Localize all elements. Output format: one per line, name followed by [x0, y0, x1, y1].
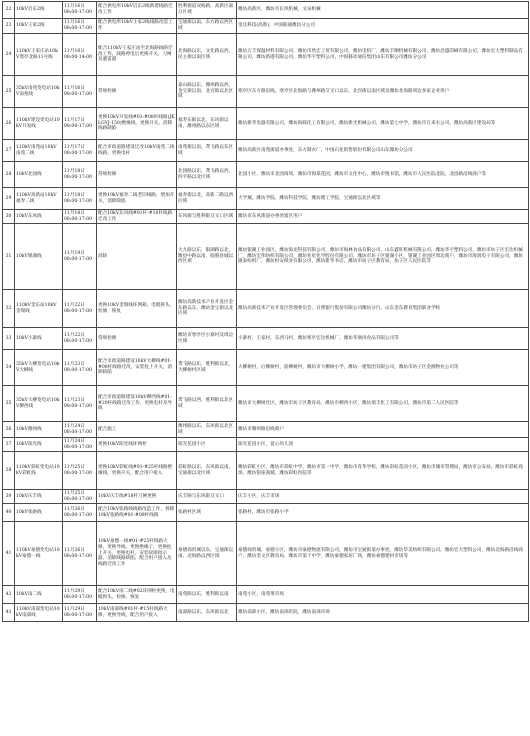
table-row [3, 188, 529, 210]
outage-area: 泰山路以东，潍州路以西，金宝街以南，北宫街以北区域 [177, 76, 237, 108]
outage-time: 08:00-17:00 [64, 308, 93, 314]
work-content: 配合施工 [97, 422, 177, 438]
work-content: 10kV豪德一线#01-#25杆线路大修，更换导线，更换绝缘子，更换柱上开关，更换电杆，安装故障指示器，消除线路缺陷，配合用户接入及线路迁改工作 [97, 522, 177, 586]
affected-users: 小寨村，王家村，东西马村，潍坊寒亭宏达机械厂，潍坊华康肉食品有限公司等 [237, 328, 529, 350]
outage-area: 鸢飞路以西，胜利街以北区域 [177, 386, 237, 422]
outage-time: 08:00-17:00 [64, 553, 93, 559]
row-number: 41 [3, 522, 15, 586]
outage-time: 08:00-17:00 [64, 496, 93, 502]
outage-date: 11月26日 [64, 506, 85, 512]
line-name: 10kV南二线 [15, 586, 63, 604]
outage-area: 宝通街以南，东方路以西区域 [177, 19, 237, 34]
outage-date-time [63, 586, 97, 604]
row-number: 39 [3, 490, 15, 504]
affected-users: 大柳树村，后柳树村，前柳树村，潍坊市大柳树小学，潍坊一建集团有限公司，潍坊市坊子区金源物业公司等 [237, 350, 529, 386]
line-name: 110kV金东站10kV金瑞线 [15, 290, 63, 328]
table-row [3, 290, 529, 328]
table-body [3, 2, 529, 622]
line-name: 10kV王家2线 [15, 19, 63, 34]
affected-users: 庆丰小区，庆丰市场 [237, 490, 529, 504]
outage-date: 11月23日 [64, 361, 85, 367]
outage-date: 11月25日 [64, 464, 85, 470]
outage-time: 08:00-17:00 [64, 444, 93, 450]
work-content: 配合10kV东风线#01杆-#16杆线路迁改工作 [97, 210, 177, 224]
outage-time: 08:00-17:00 [64, 123, 93, 129]
line-name: 110kV南苑站10kV南苑二线 [15, 140, 63, 162]
affected-users: 潍坊银湖工业园区，潍坊海龙科技有限公司，潍坊市海林食品有限公司，山东鑫旺机械有限公司，潍坊华宇塑料公司，潍坊市坊子区宏达机械厂，潍坊宏伟纺织有限公司，潍坊亚星化学股份有限公司，潍坊市坊子区银湖小区，银湖工业园区周边商户，潍坊市海润电子有限公司，潍坊隆泰纺织厂，潍坊恒安纸业有限公司，潍坊新华书店，潍坊市坊子区教育局，坊子区人民医院等 [237, 224, 529, 290]
outage-area: 庆丰路与东风街交叉口 [177, 490, 237, 504]
outage-time: 08:00-17:00 [64, 403, 93, 409]
affected-users: 南苑小区，南苑菜市场 [237, 586, 529, 604]
table-row [3, 162, 529, 188]
outage-area: 东风街与胜利街交叉口区域 [177, 210, 237, 224]
table-row [3, 438, 529, 452]
affected-users: 潍坊新华电器有限公司，潍坊海联化工有限公司，潍坊新光机械公司，潍坊第七中学，潍坊市自来水公司，潍坊高新区建设局等 [237, 108, 529, 140]
outage-time: 08:00-14:00 [64, 54, 93, 60]
work-content: 更换10kV彩虹线#01-#25杆线路绝缘线，更换开关，配合用户接入 [97, 452, 177, 490]
line-name: 10kV北园线 [15, 162, 63, 188]
outage-date: 11月18日 [64, 168, 85, 174]
outage-date-time [63, 522, 97, 586]
line-name: 110kV建设变电站10kV开发线 [15, 108, 63, 140]
affected-users: 潍坊市大柳树社区，潍坊市坊子区教育局，潍坊市柳西小区，潍坊瑞丰化工有限公司，潍坊市第二人民医院等 [237, 386, 529, 422]
line-name: 110kV彩虹变电站10kV彩虹线 [15, 452, 63, 490]
line-name: 110kV豪德变电站10kV豪德一线 [15, 522, 63, 586]
row-number: 26 [3, 108, 15, 140]
affected-users: 潍坊南部小区，潍坊南部医院，潍坊南部市场 [237, 604, 529, 622]
affected-users: 潍坊市东风街道办事处辖区用户 [237, 210, 529, 224]
outage-date: 11月16日 [64, 48, 85, 54]
affected-users: 金达科技(高新)，中国联通潍坊分公司 [237, 19, 529, 34]
work-content: 更换10kV金瑞线环网箱，电缆拆头，检修，恢复 [97, 290, 177, 328]
table-row [3, 224, 529, 290]
row-number: 42 [3, 586, 15, 604]
affected-users: 潍坊万丰保温材料有限公司，潍坊市欣宏工贸有限公司，潍坊电机厂，潍坊丰顺机械有限公司，潍坊昌盛印刷有限公司，潍坊宏大塑料制品有限公司，潍坊新港有限公司，潍坊华宇塑料公司，中国移动通信集团山东有限公司潍坊分公司 [237, 34, 529, 76]
outage-date-time [63, 19, 97, 34]
line-name: 10kV银湖线 [15, 224, 63, 290]
line-name: 35kV大柳变电站10kV大柳线 [15, 350, 63, 386]
table-row [3, 2, 529, 19]
outage-time: 08:00-17:00 [64, 470, 93, 476]
table-row [3, 34, 529, 76]
outage-date-time [63, 34, 97, 76]
outage-area: 南部路以东，东风街以北 [177, 604, 237, 622]
table-row [3, 452, 529, 490]
outage-area: 南苑路以东，胜利街以南 [177, 586, 237, 604]
table-row [3, 490, 529, 504]
affected-users: 大学城，潍坊学院，潍坊科技学院，潍坊理工学院，宝通街以北区域等 [237, 188, 529, 210]
line-name: 10kV启东2线 [15, 2, 63, 19]
affected-users: 豪德商贸城，豪德小区，潍坊市豪德物流有限公司，潍坊市宝通街道办事处，潍坊华美纺织有限公司，潍坊宏大塑料公司，潍坊北海路沿线商户，潍坊奎文区教育局，潍坊市第十中学，潍坊豪德家居广场，潍坊豪德建材市场等 [237, 522, 529, 586]
line-name: 10kV庆丰线 [15, 490, 63, 504]
row-number: 23 [3, 19, 15, 34]
row-number: 34 [3, 350, 15, 386]
work-content: 配合供电所10kV王家2线线路改造工作 [97, 19, 177, 34]
outage-time: 08:00-17:00 [64, 338, 93, 344]
outage-date-time [63, 422, 97, 438]
row-number: 30 [3, 210, 15, 224]
work-content: 10kV庆丰线#18杆刀闸更换 [97, 490, 177, 504]
affected-users: 寒亭区东方路沿线，寒亭区北海路与潍州路交叉口以东，北宫街以南区域及潍坊北海路周边多家企业用户 [237, 76, 529, 108]
outage-area: 鸢飞路以东，胜利街以北，大柳树村区域 [177, 350, 237, 386]
outage-area: 福寿街以北，高新二路以西区域 [177, 188, 237, 210]
outage-date: 11月25日 [64, 490, 85, 496]
row-number: 27 [3, 140, 15, 162]
outage-time: 08:00-17:00 [64, 256, 93, 262]
table-row [3, 386, 529, 422]
outage-area: 胜利街道双杨路，高新区部分区域 [177, 2, 237, 19]
work-content: 10kV南部线#01杆-#15杆线路大修，更换导线，配合用户接入 [97, 604, 177, 622]
work-content: 配合市政道路建设10kV柳西线#01-#20杆线路迁改工作，更换电杆及导线 [97, 386, 177, 422]
outage-area: 北海路以东，文化路以西，民主街以南区域 [177, 34, 237, 76]
row-number: 40 [3, 504, 15, 522]
outage-date-time [63, 504, 97, 522]
row-number: 33 [3, 328, 15, 350]
work-content: 消缺 [97, 224, 177, 290]
line-name: 110kV王家庄站10kV寒亭北路11号线 [15, 34, 63, 76]
affected-users: 潍坊高新技术产业开发区管理委员会，日照银行股份有限公司潍坊分行，山东金东教育集团职业学校 [237, 290, 529, 328]
outage-date: 11月29日 [64, 606, 85, 612]
affected-users: 潍坊高新区南苑街道办事处，东方制衣厂，中国石化销售股份有限公司山东潍坊分公司 [237, 140, 529, 162]
outage-date-time [63, 604, 97, 622]
outage-area: 潍坊高新技术产业开发区金东路以东，潍坊金宝街以北区域 [177, 290, 237, 328]
outage-time: 08:00-17:00 [64, 367, 93, 373]
outage-date: 11月18日 [64, 192, 85, 198]
outage-area: 大九路以东，银湖路以北，潍县中路以南，临朐县城以西区域 [177, 224, 237, 290]
outage-date-time [63, 386, 97, 422]
outage-date-time [63, 224, 97, 290]
outage-date-time [63, 438, 97, 452]
outage-date: 11月24日 [64, 438, 85, 444]
line-name: 10kV阳光线 [15, 438, 63, 452]
affected-users: 潍坊彩虹小区，潍坊市彩虹中学，潍坊市第一中学，潍坊市育华学校，潍坊彩虹花园小区，潍坊市城市管理局，潍坊市公安局，潍坊市彩虹商场，潍坊银座商城，潍坊彩虹医院等 [237, 452, 529, 490]
outage-area: 南苑街以南，鸢飞路以东区域 [177, 140, 237, 162]
outage-date: 11月16日 [64, 85, 85, 91]
outage-time: 08:00-17:00 [64, 26, 93, 31]
outage-time: 08:00-17:00 [64, 150, 93, 156]
outage-time: 08:00-17:00 [64, 10, 93, 15]
outage-date: 11月17日 [64, 144, 85, 150]
outage-area: 阳光花园小区 [177, 438, 237, 452]
outage-area: 张路村区域 [177, 504, 237, 522]
affected-users: 张路村，潍坊市张路小学 [237, 504, 529, 522]
row-number: 31 [3, 224, 15, 290]
work-content: 配合市政道路建设迁改10kV南苑二线线路，更换电杆 [97, 140, 177, 162]
line-name: 35kV南苑变电站10kV南苑线 [15, 76, 63, 108]
outage-time: 08:00-17:00 [64, 512, 93, 518]
line-name: 10kV张路线 [15, 504, 63, 522]
work-content: 更换10kV阳光线环网柜 [97, 438, 177, 452]
work-content: 配合110kV王家庄站至北海路线路迁改工作，线路停电后更换开关、刀闸及避雷器 [97, 34, 177, 76]
outage-date: 11月19日 [64, 250, 85, 256]
table-row [3, 328, 529, 350]
work-content: 配合10kV张路线线路改造工作，拆除10kV张路线#01-#08杆线路 [97, 504, 177, 522]
outage-date-time [63, 490, 97, 504]
outage-time: 08:00-17:00 [64, 91, 93, 97]
outage-area: 潍州路以东，东风街以北区域 [177, 422, 237, 438]
outage-date-time [63, 328, 97, 350]
table-row [3, 140, 529, 162]
outage-date-time [63, 162, 97, 188]
outage-date: 11月29日 [64, 588, 85, 594]
affected-users: 潍坊市潍州路沿线商户 [237, 422, 529, 438]
outage-area: 福寿东街以北，东风街以南，潍州路以东区域 [177, 108, 237, 140]
outage-time: 08:00-17:00 [64, 198, 93, 204]
outage-date-time [63, 452, 97, 490]
outage-date: 11月22日 [64, 332, 85, 338]
row-number: 35 [3, 386, 15, 422]
row-number: 43 [3, 604, 15, 622]
table-row [3, 350, 529, 386]
outage-area: 潍坊市寒亭区小寨村及周边区域 [177, 328, 237, 350]
affected-users: 北园小区，潍坊市北园商场，潍坊市海棠花园，潍坊市文化中心，潍坊市图书馆，潍坊市人民医院北院，北园路沿线商户等 [237, 162, 529, 188]
table-row [3, 586, 529, 604]
outage-date: 11月16日 [64, 20, 85, 26]
outage-area: 彩虹路以东，东风街以南，宝通街以北区域 [177, 452, 237, 490]
line-name: 10kV小寨线 [15, 328, 63, 350]
work-content: 常规检修 [97, 162, 177, 188]
row-number: 38 [3, 452, 15, 490]
outage-date: 11月16日 [64, 4, 85, 10]
row-number: 25 [3, 76, 15, 108]
row-number: 22 [3, 2, 15, 19]
table-row [3, 76, 529, 108]
line-name: 110kV高新站10kV福寿二线 [15, 188, 63, 210]
outage-time: 08:00-17:00 [64, 612, 93, 618]
line-name: 10kV潍州线 [15, 422, 63, 438]
work-content: 更换10kV福寿二线老旧线路，增加开关，消除缺陷 [97, 188, 177, 210]
outage-time: 08:00-17:00 [64, 429, 93, 435]
row-number: 37 [3, 438, 15, 452]
outage-time: 08:00-17:00 [64, 216, 93, 222]
table-row [3, 19, 529, 34]
outage-date: 11月18日 [64, 210, 85, 216]
outage-date: 11月17日 [64, 117, 85, 123]
row-number: 29 [3, 188, 15, 210]
work-content: 配合市政道路建设10kV大柳线#01-#08杆线路迁改，安装柱上开关，消除缺陷 [97, 350, 177, 386]
outage-schedule-table [2, 1, 529, 622]
outage-date-time [63, 140, 97, 162]
work-content: 配合10kV南二线#02环网柜更换，电缆拆头，检修，恢复 [97, 586, 177, 604]
outage-date-time [63, 76, 97, 108]
outage-date-time [63, 350, 97, 386]
row-number: 32 [3, 290, 15, 328]
row-number: 28 [3, 162, 15, 188]
work-content: 常规检修 [97, 328, 177, 350]
outage-date: 11月22日 [64, 302, 85, 308]
outage-date-time [63, 210, 97, 224]
line-name: 10kV东风线 [15, 210, 63, 224]
outage-date: 11月24日 [64, 423, 85, 429]
work-content: 更换10kV开发线#01-#08杆线路(JKLGYJ-150)绝缘线，更换开关，消除线路缺陷 [97, 108, 177, 140]
outage-date-time [63, 188, 97, 210]
outage-date: 11月26日 [64, 547, 85, 553]
affected-users: 潍坊高新区，潍坊市长风机械，文泉机械 [237, 2, 529, 19]
affected-users: 阳光花园小区，爱心幼儿园 [237, 438, 529, 452]
outage-date-time [63, 108, 97, 140]
outage-time: 08:00-17:00 [64, 174, 93, 180]
outage-time: 08:00-17:00 [64, 594, 93, 600]
table-row [3, 604, 529, 622]
outage-date-time [63, 290, 97, 328]
work-content: 常规检修 [97, 76, 177, 108]
table-row [3, 422, 529, 438]
table-row [3, 108, 529, 140]
work-content: 配合供电所10kV启东2线新建线路迁改工作 [97, 2, 177, 19]
row-number: 24 [3, 34, 15, 76]
line-name: 110kV南部变电站10kV南部线 [15, 604, 63, 622]
row-number: 36 [3, 422, 15, 438]
outage-area: 北园路以东，鸢飞路以西，四平路以北区域 [177, 162, 237, 188]
outage-date: 11月23日 [64, 397, 85, 403]
outage-date-time [63, 2, 97, 19]
table-row [3, 504, 529, 522]
line-name: 35kV大柳变电站10kV柳西线 [15, 386, 63, 422]
table-row [3, 210, 529, 224]
table-row [3, 522, 529, 586]
outage-area: 豪德商贸城以东，宝通街以南，北海路以西区域 [177, 522, 237, 586]
